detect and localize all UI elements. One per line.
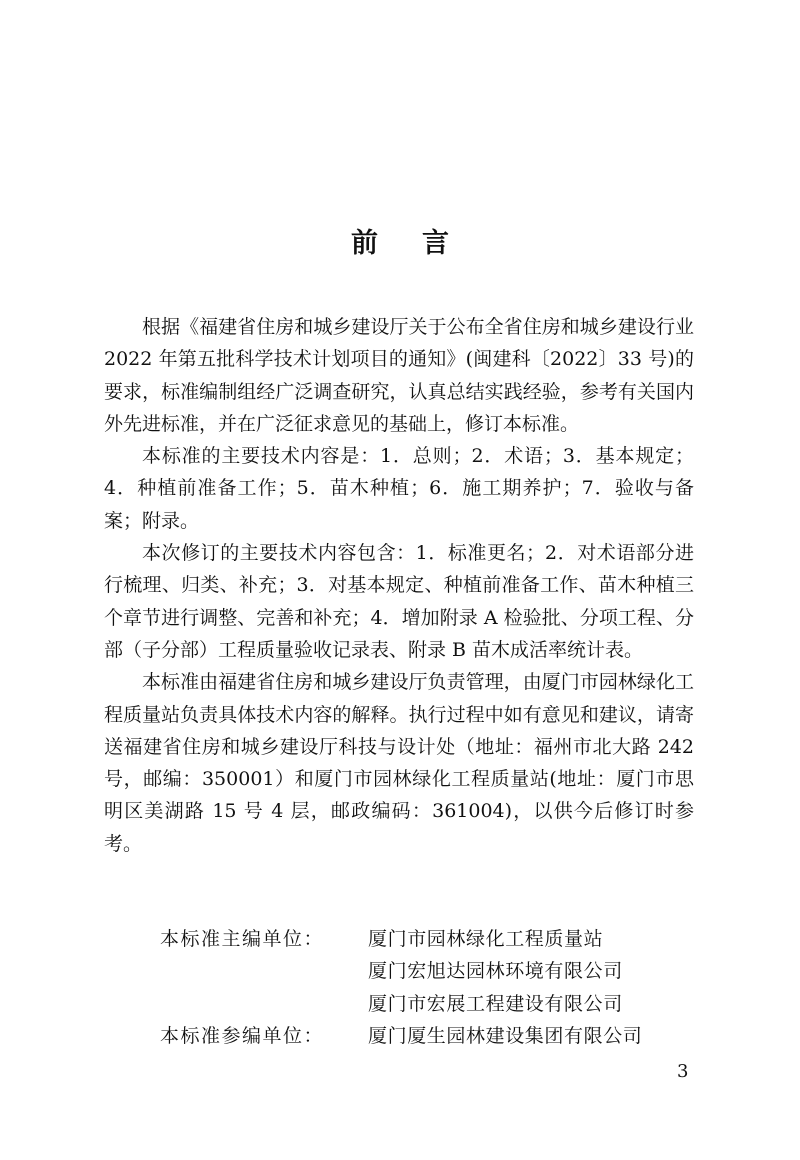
paragraph-revision-content: 本次修订的主要技术内容包含：1．标准更名；2．对术语部分进行梳理、归类、补充；3．对基本规定、种植前准备工作、苗木种植三个章节进行调整、完善和补充；4．增加附录 A 检验批、分项工程、分部（子分部）工程质量验收记录表、附录 B 苗木成活率统计表。 (104, 542, 694, 661)
participating-unit: 厦门厦生园林建设集团有限公司 (368, 1024, 643, 1047)
page-title: 前言 (351, 228, 493, 259)
chief-units-label: 本标准主编单位： (160, 928, 325, 950)
paragraph-basis: 根据《福建省住房和城乡建设厅关于公布全省住房和城乡建设行业 2022 年第五批科学技术计划项目的通知》(闽建科〔2022〕33 号)的要求，标准编制组经广泛调查研究，认真总结实践经验，参考有关国内外先进标准，并在广泛征求意见的基础上，修订本标准。 (104, 316, 694, 435)
chief-unit: 厦门宏旭达园林环境有限公司 (368, 960, 623, 983)
participating-units (104, 1020, 694, 1052)
chief-unit: 厦门市园林绿化工程质量站 (368, 928, 604, 950)
page-number: 3 (677, 1061, 689, 1082)
preface-body (104, 311, 694, 860)
participating-units-list (368, 1020, 694, 1052)
paragraph-management: 本标准由福建省住房和城乡建设厅负责管理，由厦门市园林绿化工程质量站负责具体技术内容的解释。执行过程中如有意见和建议，请寄送福建省住房和城乡建设厅科技与设计处（地址：福州市北大路 242 号，邮编：350001）和厦门市园林绿化工程质量站(地址：厦门市思明区美湖路 15 号 4 层，邮政编码：361004)，以供今后修订时参考。 (104, 671, 694, 855)
paragraph-main-content: 本标准的主要技术内容是：1．总则；2．术语；3．基本规定；4．种植前准备工作；5．苗木种植；6．施工期养护；7．验收与备案；附录。 (104, 445, 694, 532)
chief-editor-units (104, 923, 694, 1020)
chief-unit: 厦门市宏展工程建设有限公司 (368, 992, 623, 1015)
chief-units-list (368, 923, 694, 1020)
editorial-units (104, 923, 694, 1052)
participating-units-label: 本标准参编单位： (160, 1024, 325, 1047)
